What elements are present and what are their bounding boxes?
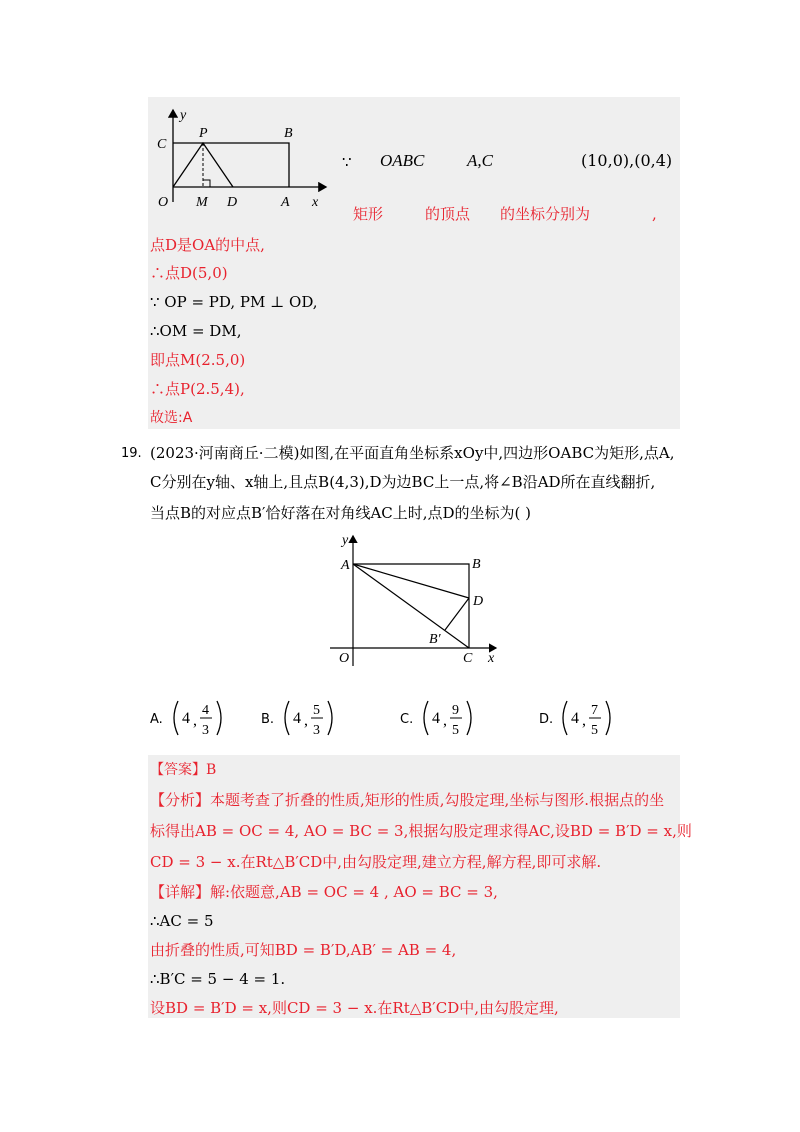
svg-text:4: 4 — [571, 710, 579, 727]
question-line-3: 当点B的对应点B′恰好落在对角线AC上时,点D的坐标为( ) — [150, 504, 532, 522]
answer-line: 【答案】B — [150, 762, 217, 778]
coords-text: (10,0),(0,4) — [581, 151, 673, 170]
svg-text:B.: B. — [261, 712, 275, 727]
svg-text:3: 3 — [313, 723, 320, 738]
line-m: 即点M(2.5,0) — [150, 351, 246, 369]
label-o: O — [158, 195, 169, 210]
line-d: ∴点D(5,0) — [150, 264, 228, 282]
svg-text:4: 4 — [182, 710, 190, 727]
question-number: 19. — [121, 446, 142, 461]
label-d: D — [227, 195, 238, 210]
comma: , — [652, 205, 657, 223]
svg-text:7: 7 — [591, 703, 598, 718]
label-d2: D — [473, 594, 484, 609]
svg-text:4: 4 — [432, 710, 440, 727]
svg-text:4: 4 — [293, 710, 301, 727]
option-d[interactable] — [539, 696, 629, 744]
analysis-line-2: 标得出AB = OC = 4, AO = BC = 3,根据勾股定理求得AC,设BD = B′D = x,则 — [150, 822, 692, 840]
label-b2: B — [472, 557, 481, 572]
svg-text:,: , — [443, 712, 447, 729]
vertex-word: 的顶点 — [425, 205, 471, 223]
label-bprime: B′ — [429, 632, 441, 647]
svg-text:,: , — [582, 712, 586, 729]
option-c[interactable] — [400, 696, 490, 744]
coords-word: 的坐标分别为 — [500, 205, 591, 223]
label-a2: A — [341, 558, 350, 573]
svg-text:,: , — [304, 712, 308, 729]
label-x2: x — [488, 651, 495, 666]
detail-line-2: ∴AC = 5 — [150, 912, 214, 930]
label-c: C — [157, 137, 167, 152]
line-d-mid: 点D是OA的中点, — [150, 236, 265, 254]
detail-line-3: 由折叠的性质,可知BD = B′D,AB′ = AB = 4, — [150, 941, 457, 959]
label-p: P — [199, 126, 208, 141]
svg-text:9: 9 — [452, 703, 459, 718]
label-m: M — [196, 195, 208, 210]
detail-line-1: 【详解】解:依题意,AB = OC = 4 , AO = BC = 3, — [150, 883, 498, 901]
line-op: ∵ OP = PD, PM ⊥ OD, — [150, 293, 318, 311]
svg-text:,: , — [193, 712, 197, 729]
svg-text:5: 5 — [313, 703, 320, 718]
svg-text:5: 5 — [591, 723, 598, 738]
rect-word: 矩形 — [353, 205, 384, 223]
label-y: y — [180, 108, 187, 123]
svg-text:4: 4 — [202, 703, 209, 718]
detail-line-4: ∴B′C = 5 − 4 = 1. — [150, 970, 286, 988]
label-o2: O — [339, 651, 350, 666]
svg-text:D.: D. — [539, 712, 554, 727]
svg-text:A.: A. — [150, 712, 163, 727]
rect-name: OABC — [380, 151, 425, 170]
svg-text:5: 5 — [452, 723, 459, 738]
label-c2: C — [463, 651, 473, 666]
svg-text:C.: C. — [400, 712, 414, 727]
label-a: A — [281, 195, 290, 210]
svg-text:3: 3 — [202, 723, 209, 738]
label-y2: y — [342, 533, 349, 548]
fold-diagram — [328, 530, 508, 670]
option-b[interactable] — [261, 696, 351, 744]
rectangle-diagram-top — [150, 102, 340, 214]
detail-line-5: 设BD = B′D = x,则CD = 3 − x.在Rt△B′CD中,由勾股定理, — [150, 999, 559, 1017]
analysis-line-1: 【分析】本题考查了折叠的性质,矩形的性质,勾股定理,坐标与图形.根据点的坐 — [150, 791, 665, 809]
question-line-1: (2023·河南商丘·二模)如图,在平面直角坐标系xOy中,四边形OABC为矩形,点A, — [150, 444, 675, 462]
analysis-line-3: CD = 3 − x.在Rt△B′CD中,由勾股定理,建立方程,解方程,即可求解. — [150, 853, 602, 871]
option-a[interactable] — [150, 696, 240, 744]
label-x: x — [312, 195, 319, 210]
line-choice: 故选:A — [150, 410, 193, 426]
line-p: ∴点P(2.5,4), — [150, 380, 245, 398]
line-om: ∴OM = DM, — [150, 322, 242, 340]
vertices-ac: A,C — [467, 151, 493, 170]
label-b: B — [284, 126, 293, 141]
question-line-2: C分别在y轴、x轴上,且点B(4,3),D为边BC上一点,将∠B沿AD所在直线翻折, — [150, 473, 656, 491]
because-symbol: ∵ — [342, 153, 352, 171]
